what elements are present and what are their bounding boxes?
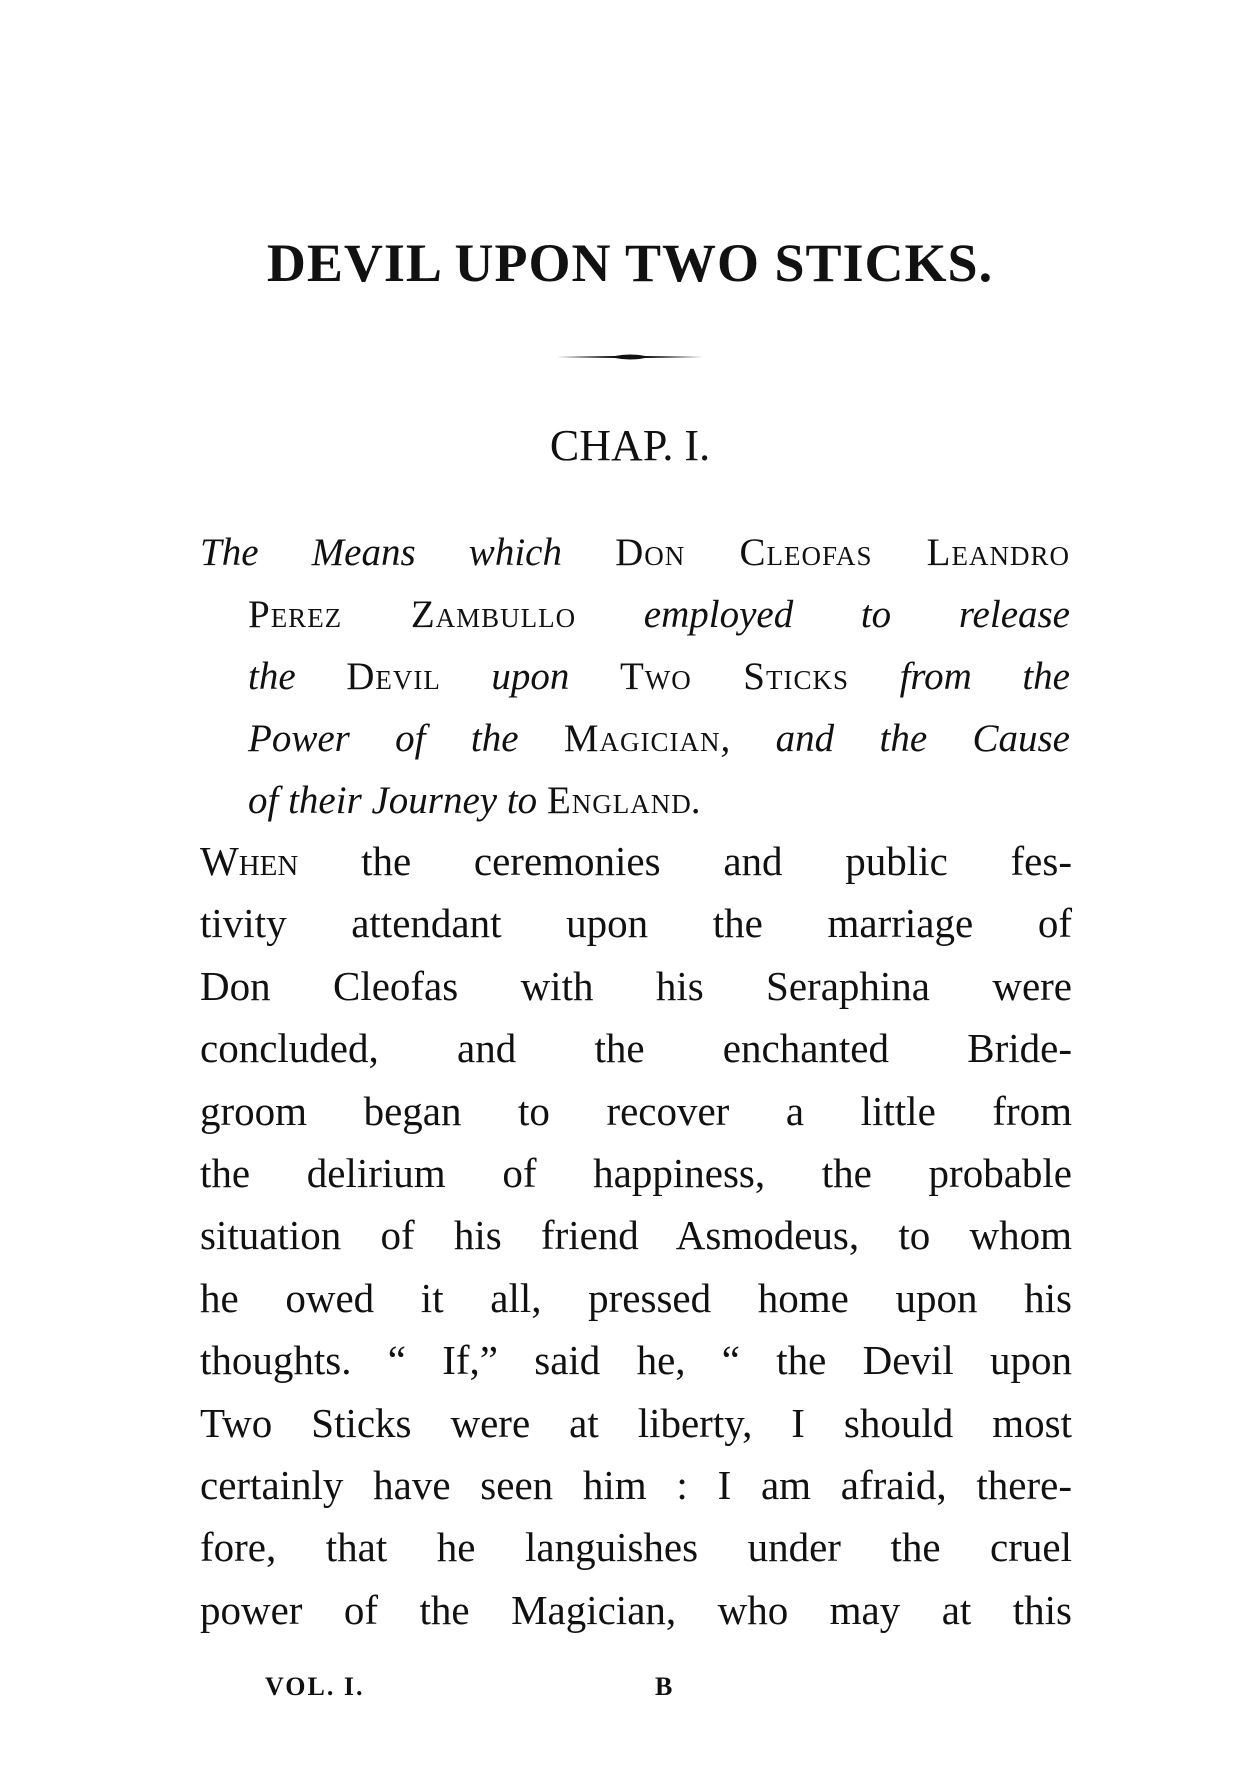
body-paragraph [200,830,1072,1641]
body-line [200,1142,1072,1204]
body-line-text: certainly have seen him : I am afraid, there- [200,1462,1072,1509]
rule-ornament [555,352,705,362]
body-line [200,1204,1072,1266]
summary-text: The Means which [200,531,616,574]
opening-word: When [200,838,299,884]
chapter-heading: CHAP. I. [549,421,711,470]
summary-text: of their Journey to [248,779,547,822]
body-line-text: the ceremonies and public fes- [298,838,1072,884]
summary-text: England [546,779,692,822]
body-line-text: Two Sticks were at liberty, I should most [200,1399,1072,1446]
summary-text: employed to release [576,593,1070,636]
summary-line [200,522,1070,584]
summary-text: Magician [563,717,721,760]
body-line-text: fore, that he languishes under the cruel [200,1524,1072,1571]
body-line [200,830,1072,892]
summary-text: . [691,779,702,822]
volume-mark: VOL. I. [265,1672,365,1701]
body-line [200,1392,1072,1454]
chapter-summary [200,522,1070,832]
body-line-text: tivity attendant upon the marriage of [200,900,1072,947]
summary-text: Don Cleofas Leandro [615,531,1070,574]
page-footer [265,1672,765,1702]
summary-text: Power of the [248,717,564,760]
body-line-text: groom began to recover a little from [200,1087,1072,1134]
body-line [200,1267,1072,1329]
body-line-text: situation of his friend Asmodeus, to whom [200,1212,1072,1259]
body-line [200,1516,1072,1578]
page-title: DEVIL UPON TWO STICKS. [266,233,994,293]
summary-text: the [248,655,347,698]
body-line [200,892,1072,954]
body-line-text: thoughts. “ If,” said he, “ the Devil upon [200,1337,1072,1384]
body-line [200,1579,1072,1641]
body-line-text: he owed it all, pressed home upon his [200,1274,1072,1321]
summary-line [200,770,1070,832]
body-line-text: concluded, and the enchanted Bride- [200,1025,1072,1072]
summary-text: Perez Zambullo [248,593,577,636]
body-line [200,1454,1072,1516]
summary-text: Two Sticks [619,655,850,698]
body-line-text: Don Cleofas with his Seraphina were [200,962,1072,1009]
body-line-text: the delirium of happiness, the probable [200,1150,1072,1197]
summary-text: from the [849,655,1070,698]
summary-line [200,646,1070,708]
body-line [200,1017,1072,1079]
body-line [200,1329,1072,1391]
body-line [200,955,1072,1017]
summary-text: , and the Cause [720,717,1070,760]
summary-line [200,584,1070,646]
signature-mark: B [655,1672,675,1701]
summary-text: upon [440,655,620,698]
body-line [200,1080,1072,1142]
summary-line [200,708,1070,770]
body-line-text: power of the Magician, who may at this [200,1586,1072,1633]
summary-text: Devil [346,655,441,698]
